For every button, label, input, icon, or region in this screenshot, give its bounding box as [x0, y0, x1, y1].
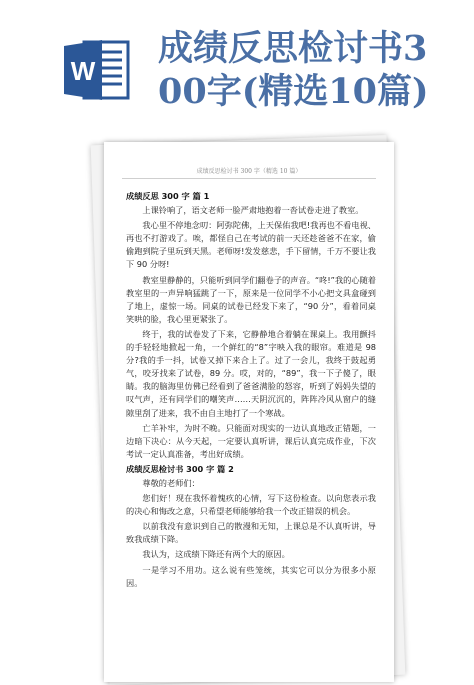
document-title: 成绩反思检讨书3 00字(精选10篇) — [158, 28, 429, 112]
paragraph: 亡羊补牢，为时不晚。只能面对现实的一边认真地改正错题，一边暗下决心：从今天起，一定要认真听讲，课后认真完成作业，下次考试一定认真准备，考出好成绩。 — [126, 422, 376, 459]
paragraph: 上课铃响了，语文老师一脸严肃地抱着一沓试卷走进了教室。 — [142, 205, 364, 216]
paragraph: 您们好！现在我怀着愧疚的心情，写下这份检查。以向您表示我的决心和悔改之意，只希望老师能够给我一个改正错误的机会。 — [126, 493, 376, 517]
document-page-preview — [104, 142, 394, 682]
svg-text:W: W — [70, 56, 96, 86]
paragraph: 一是学习不用功。这么说有些笼统，其实它可以分为很多小原因。 — [126, 564, 376, 588]
word-document-icon — [64, 38, 130, 102]
running-header: 成绩反思检讨书 300 字（精选 10 篇） — [196, 168, 302, 175]
paragraph: 我心里不停地念叨：阿弥陀佛，上天保佑我吧!我再也不看电视、再也不打游戏了。唉，都怪自己在考试的前一天还趁爸爸不在家，偷偷跑到院子里玩到天黑。老师呀!发发慈悲，手下留情，千万不要让我下 90 分呀! — [126, 220, 376, 270]
header-banner — [0, 0, 474, 118]
paragraph: 终于，我的试卷发了下来，它静静地合着躺在课桌上。我用颤抖的手轻轻地掀起一角，一个鲜红的“8”字映入我的眼帘。难道是 98 分?我的手一抖，试卷又掉下来合上了。过了一会儿，我终于鼓起勇气，咬牙找来了试卷，89 分。哎，对的，“89”，我一下子傻了，眼睛。我的脑海里仿佛已经看到了爸爸满脸的怒容，听到了妈妈失望的叹气声，还有同学们的嘲笑声……天阴沉沉的，阵阵冷风从窗户的缝隙里刮了进来，我不由自主地打了一个寒战。 — [126, 328, 376, 418]
paragraph: 尊敬的老师们： — [142, 477, 200, 488]
paragraph: 以前我没有意识到自己的散漫和无知，上课总是不认真听讲，导致我成绩下降。 — [126, 521, 376, 545]
paragraph: 教室里静静的，只能听到同学们翻卷子的声音。“咚!”我的心随着教室里的一声异响猛跳了一下，原来是一位同学不小心把文具盒碰到了地上，虚惊一场。同桌的试卷已经发下来了，“90 分”，看着同桌笑哄的脸，我心里更紧张了。 — [126, 274, 376, 324]
paragraph: 我认为，这成绩下降还有两个大的原因。 — [142, 549, 290, 560]
section-title: 成绩反思 300 字 篇 1 — [126, 191, 210, 201]
section-title: 成绩反思检讨书 300 字 篇 2 — [126, 463, 234, 474]
document-body — [104, 179, 394, 590]
